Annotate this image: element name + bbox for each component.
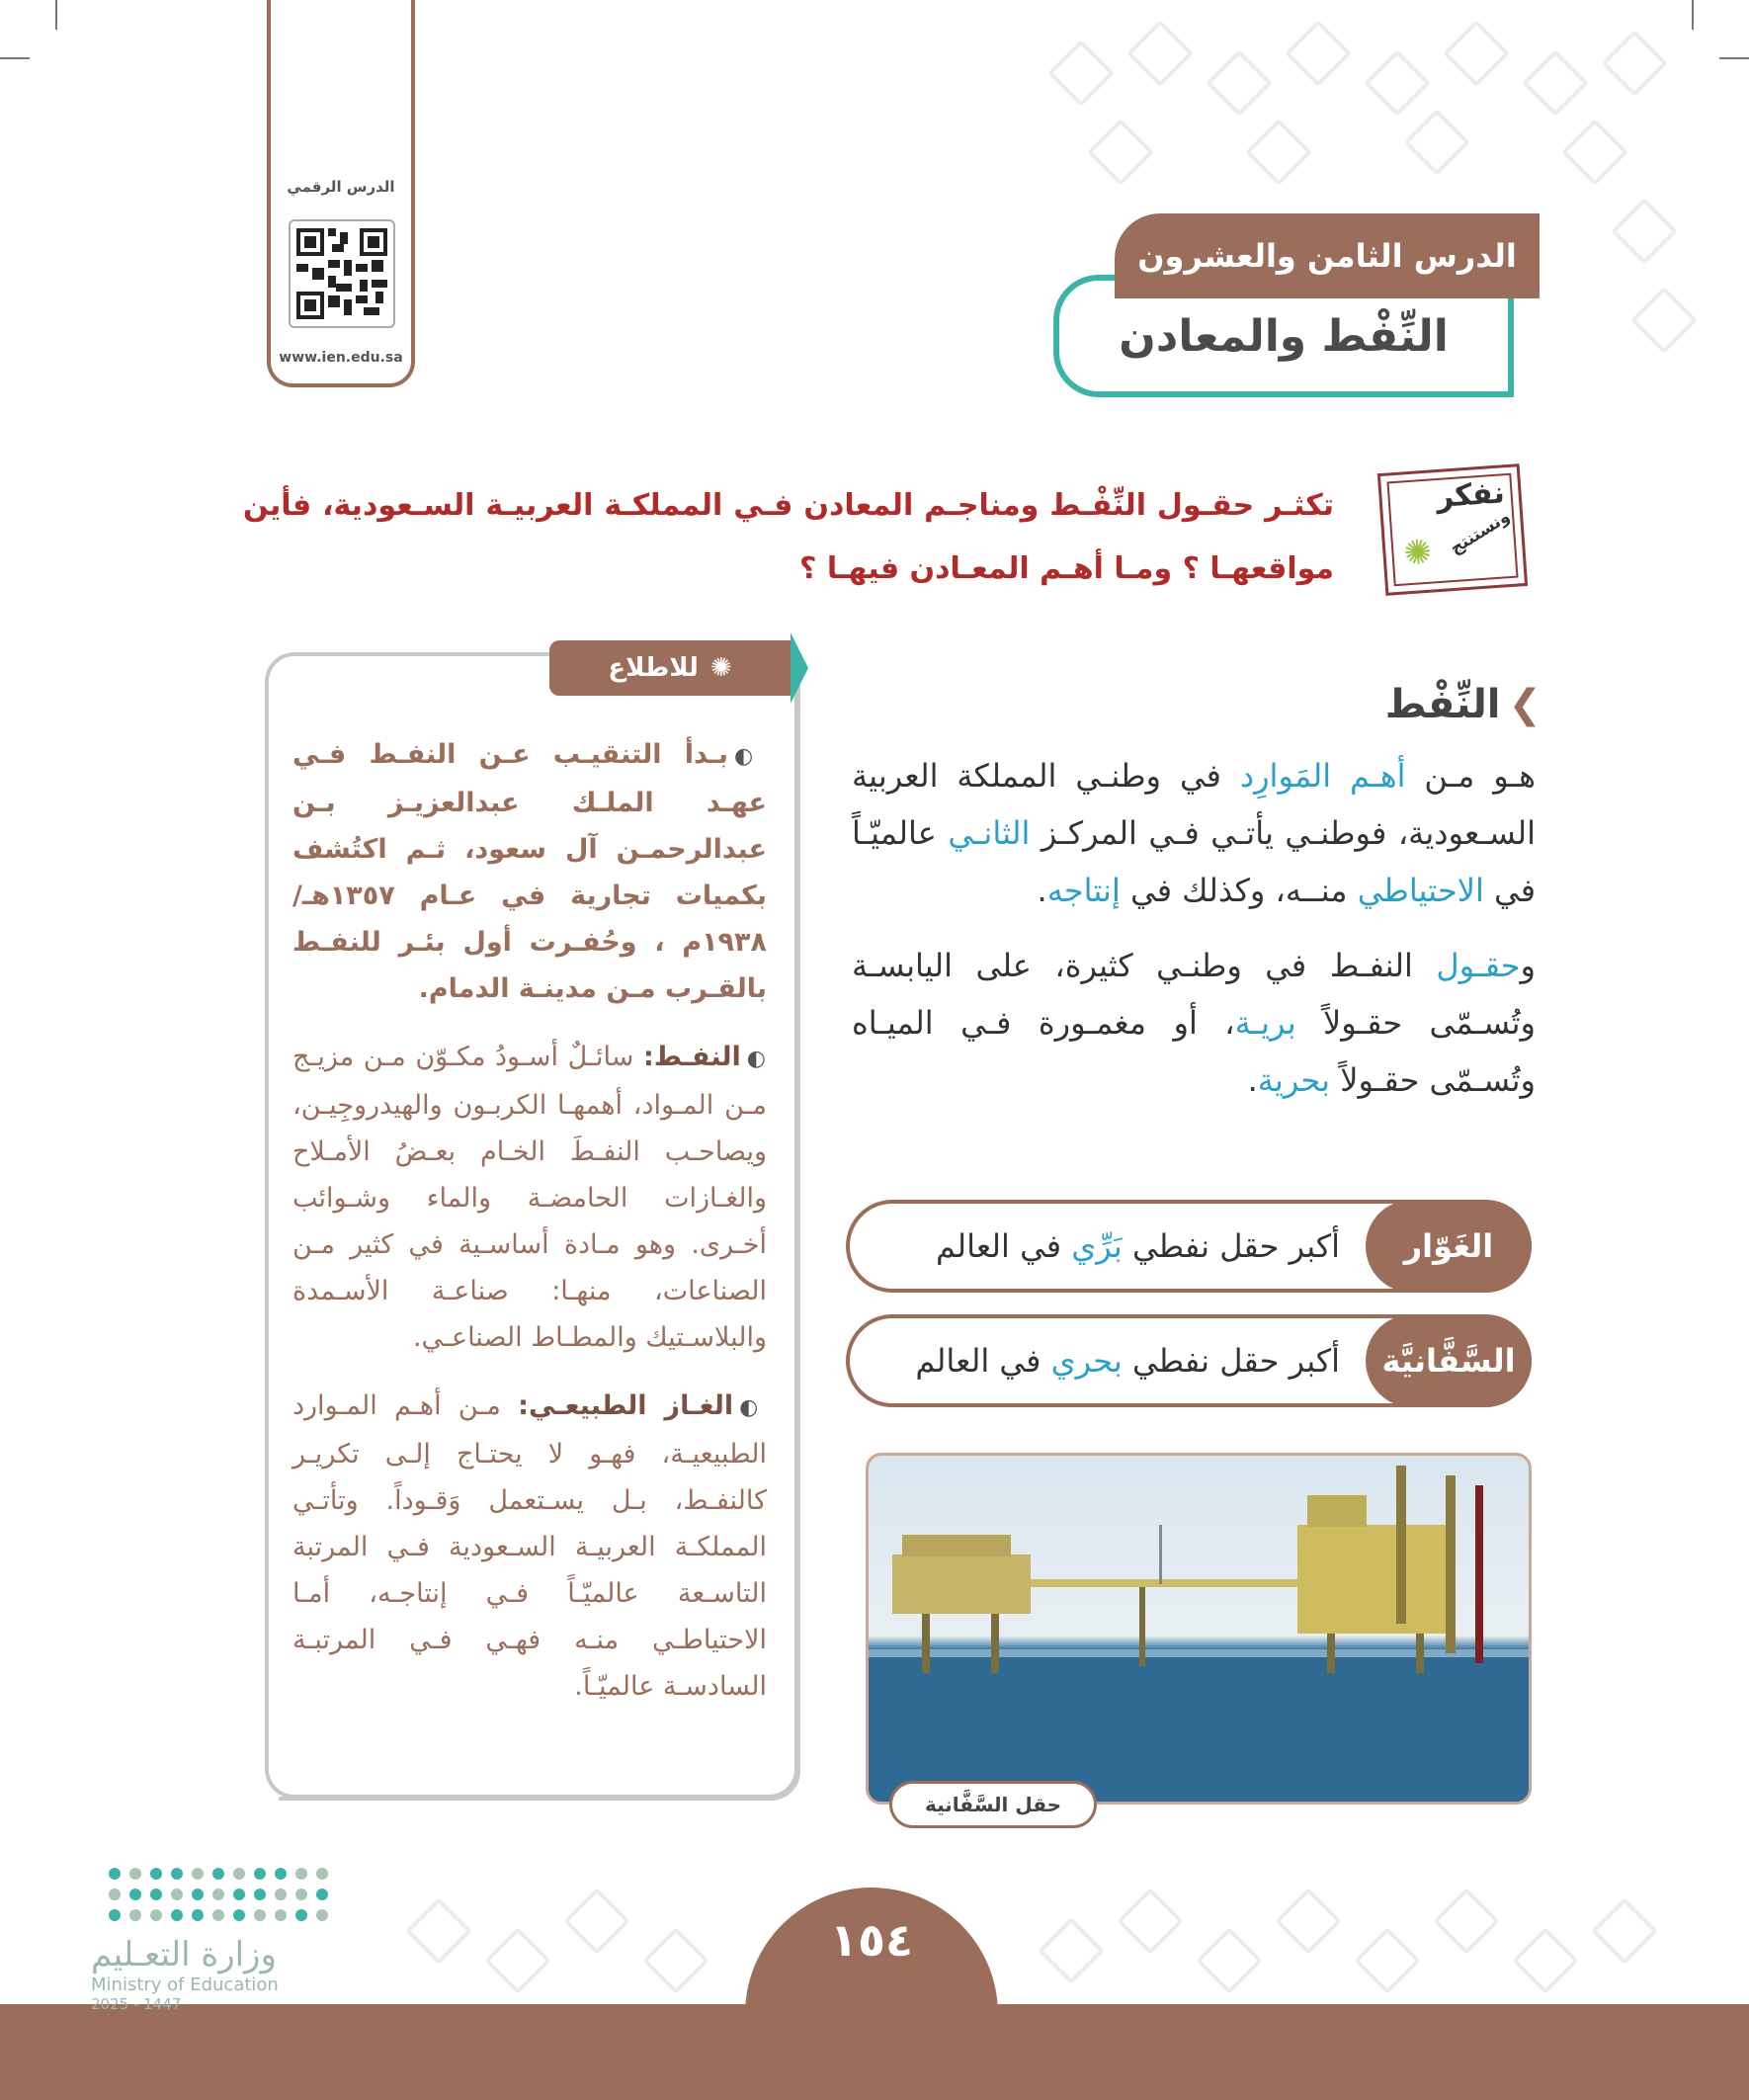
bullet-icon: ◐	[733, 744, 767, 769]
section-heading	[1186, 682, 1541, 727]
section-heading-text: النِّفْط	[1384, 682, 1501, 727]
offshore-platform-photo	[866, 1453, 1532, 1805]
qr-code-icon[interactable]	[289, 219, 395, 328]
digital-lesson-tab[interactable]	[267, 0, 415, 387]
info-lead-gas: الغـاز الطبيعـي:	[518, 1390, 734, 1421]
edition-year: 2025 - 1447	[91, 1995, 182, 2013]
think-badge	[1377, 463, 1528, 596]
think-badge-title: نفكر	[1435, 475, 1506, 516]
lightbulb-icon: ✺	[1402, 532, 1434, 574]
info-body	[292, 731, 767, 1731]
info-paragraph	[292, 1383, 767, 1710]
fact-pill-text: أكبر حقل نفطي بَرِّي في العالم	[936, 1227, 1340, 1265]
fact-pill-tag: الغَوّار	[1366, 1200, 1532, 1293]
photo-caption: حقل السَّفَّانية	[889, 1781, 1097, 1828]
main-paragraph: وحقـول النفـط في وطنـي كثيرة، على اليابسـة وتُسـمّى حقـولاً بريـة، أو مغمـورة فـي الميـاه وتُسـمّى حقـولاً بحرية.	[852, 947, 1537, 1099]
ministry-logo	[91, 1868, 328, 2013]
info-tab-tail	[791, 632, 808, 704]
crop-mark	[1692, 0, 1694, 30]
ministry-name-en: Ministry of Education	[91, 1974, 279, 1995]
info-paragraph	[292, 1034, 767, 1361]
fact-pill-tag: السَّفَّانيَّة	[1366, 1314, 1532, 1407]
info-tab	[549, 640, 791, 696]
fact-pill-text: أكبر حقل نفطي بحري في العالم	[915, 1342, 1340, 1380]
digital-lesson-label: الدرس الرقمي	[287, 178, 395, 196]
main-text	[852, 747, 1536, 1127]
lamp-book-icon: ✺	[709, 653, 732, 683]
info-text-oil-definition: سائـلٌ أسـودُ مكـوّن مـن مزيـج مـن المـواد، أهمهـا الكربـون والهيدروجِيـن، ويصاحـب النفـطَ الخـام بعـضُ الأمـلاح والغـازات الحامضـة والماء وشـوائب أخـرى. وهو مـادة أساسـية في كثير مـن الصناعات، منهـا: صناعـة الأسـمدة والبلاسـتيك والمطـاط الصناعـي.	[292, 1042, 767, 1353]
crop-mark	[55, 0, 57, 30]
main-paragraph: هـو مـن أهـم المَوارِد في وطنـي المملكة العربية السـعودية، فوطنـي يأتـي فـي المركـز الثانـي عالميّـاً في الاحتياطي منــه، وكذلك في إنتاجه.	[852, 757, 1537, 909]
lesson-number-label: الدرس الثامن والعشرون	[1115, 213, 1540, 298]
crop-mark	[1719, 57, 1749, 59]
fact-pill-ghawar	[846, 1200, 1532, 1293]
think-badge-subtitle: ونستنتج	[1446, 506, 1514, 559]
fact-pill-safaniya	[846, 1314, 1532, 1407]
info-text-oil-history: بـدأ التنقيـب عـن النفـط فـي عهـد الملـك عبدالعزيـز بـن عبدالرحمـن آل سعود، ثـم اكتُشف بكميات تجارية في عـام ١٣٥٧هـ/١٩٣٨م ، وحُفـرت أول بئـر للنفـط بالقـرب مـن مدينـة الدمام.	[292, 739, 767, 1004]
bullet-icon: ◐	[746, 1047, 768, 1071]
double-chevron-icon: ❯	[1508, 682, 1541, 727]
bullet-icon: ◐	[739, 1395, 767, 1420]
page-number: ١٥٤	[829, 1913, 914, 1967]
think-question: تكثـر حقـول النِّفْـط ومناجـم المعادن فـي المملكـة العربيـة السـعودية، فأين مواقعهـا ؟ ومـا أهـم المعـادن فيهـا ؟	[243, 488, 1334, 586]
lesson-title: النِّفْط والمعادن	[1053, 275, 1514, 397]
crop-mark	[0, 57, 30, 59]
info-text-natural-gas: مـن أهـم المـوارد الطبيعيـة، فهـو لا يحتـاج إلـى تكريـر كالنفـط، بـل يسـتعمل وَقـوداً. وتأتـي المملكـة العربيـة السـعودية فـي المرتبة التاسـعة عالميّـاً فـي إنتاجـه، أمـا الاحتياطـي منـه فهـي فـي المرتبـة السادسـة عالميّـاً.	[292, 1390, 767, 1702]
info-lead-oil: النفـط:	[642, 1042, 741, 1072]
ministry-dots-icon	[105, 1868, 328, 1921]
digital-lesson-url[interactable]: www.ien.edu.sa	[279, 350, 403, 366]
info-tab-label: للاطلاع	[608, 653, 699, 683]
ministry-name-ar: وزارة التعـليم	[91, 1935, 277, 1974]
info-paragraph	[292, 731, 767, 1012]
